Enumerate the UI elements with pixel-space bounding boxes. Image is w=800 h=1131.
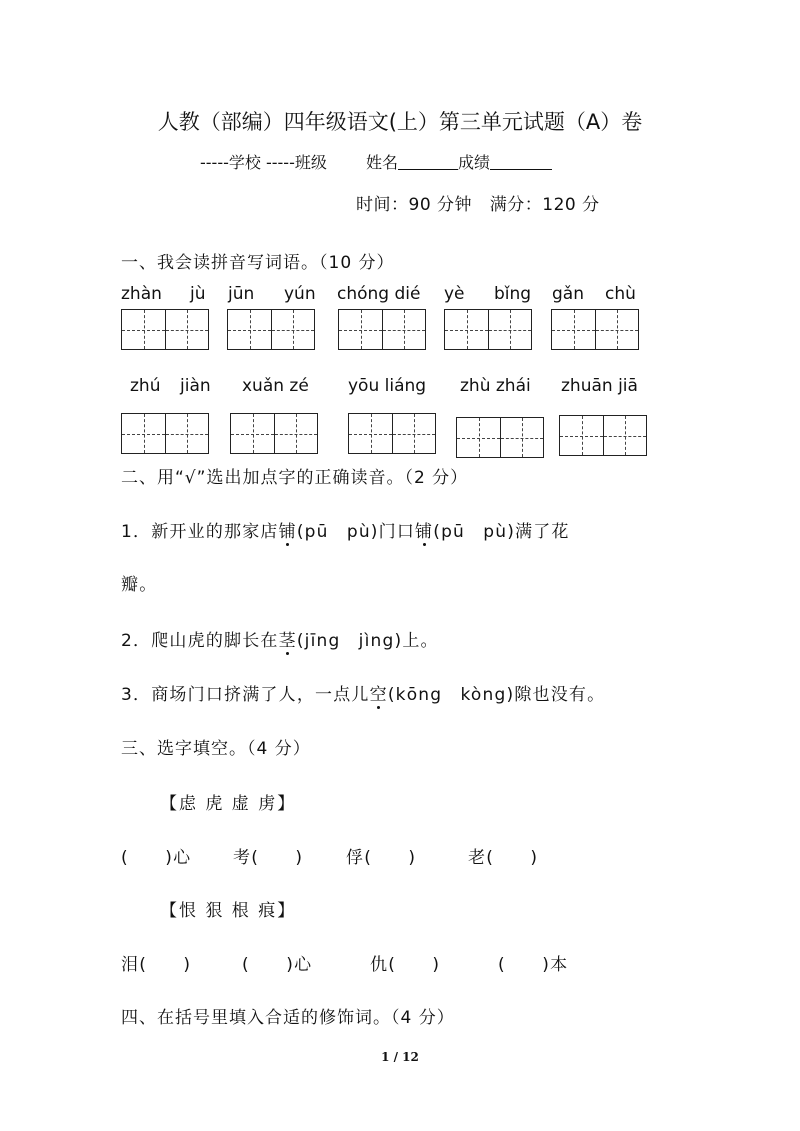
- score-blank[interactable]: [490, 153, 552, 170]
- question-text: 隙也没有。: [514, 685, 606, 705]
- fill-blank-item[interactable]: 俘( ): [346, 848, 417, 868]
- question-text: 3．商场门口挤满了人，一点儿: [121, 685, 370, 705]
- pinyin-label: jù: [190, 284, 206, 304]
- question-text: 2．爬山虎的脚长在: [121, 631, 279, 651]
- pinyin-label: bǐng: [494, 284, 532, 304]
- writing-grid[interactable]: [121, 413, 209, 454]
- question-2-1: [121, 517, 570, 542]
- class-dashes: -----: [265, 153, 295, 172]
- pinyin-label: chù: [605, 284, 636, 304]
- name-blank[interactable]: [398, 153, 458, 170]
- pinyin-options[interactable]: (jīng jìng): [296, 631, 403, 651]
- question-text: 1．新开业的那家店: [121, 522, 279, 542]
- pinyin-label: jūn: [228, 284, 255, 304]
- pinyin-label: zhuān jiā: [561, 376, 638, 396]
- exam-meta: [356, 190, 600, 215]
- dotted-char: 铺: [279, 517, 297, 542]
- pinyin-label: yè: [444, 284, 465, 304]
- page-number: 1 / 12: [381, 1050, 419, 1064]
- fill-blank-item[interactable]: 考( ): [233, 848, 304, 868]
- fill-blank-item[interactable]: 泪( ): [121, 955, 192, 975]
- page-title: 人教（部编）四年级语文(上）第三单元试题（A）卷: [157, 110, 643, 134]
- question-text: 上。: [402, 631, 439, 651]
- pinyin-label: zhú: [130, 376, 161, 396]
- fill-blank-item[interactable]: ( )心: [242, 955, 313, 975]
- writing-grid[interactable]: [348, 413, 436, 454]
- char-choice-group-1: 【虑 虎 虚 虏】: [160, 794, 297, 814]
- pinyin-label: zhàn: [121, 284, 162, 304]
- dotted-char: 空: [370, 680, 388, 705]
- question-2-3: [121, 680, 605, 705]
- score-label: 成绩: [457, 153, 490, 172]
- writing-grid[interactable]: [230, 413, 318, 454]
- question-2-1-continuation: 瓣。: [121, 575, 158, 595]
- pinyin-label: yún: [284, 284, 316, 304]
- writing-grid[interactable]: [551, 309, 639, 350]
- fill-blank-item[interactable]: 仇( ): [370, 955, 441, 975]
- student-info-line: [200, 150, 552, 173]
- writing-grid[interactable]: [444, 309, 532, 350]
- question-text: 满了花: [515, 522, 570, 542]
- pinyin-label: yōu liáng: [348, 376, 427, 396]
- fill-blank-item[interactable]: ( )心: [121, 848, 192, 868]
- school-dashes: -----: [200, 153, 229, 172]
- pinyin-label: chóng dié: [337, 284, 421, 304]
- pinyin-label: zhù zhái: [460, 376, 531, 396]
- section1-heading: 一、我会读拼音写词语。（10 分）: [121, 253, 395, 273]
- pinyin-options[interactable]: (pū pù): [296, 522, 379, 542]
- name-label: 姓名: [365, 153, 398, 172]
- section2-heading: 二、用“√”选出加点字的正确读音。（2 分）: [121, 468, 469, 488]
- question-2-2: [121, 626, 439, 651]
- section3-heading: 三、选字填空。（4 分）: [121, 739, 311, 759]
- pinyin-label: xuǎn zé: [242, 376, 309, 396]
- class-label: 班级: [294, 153, 327, 172]
- dotted-char: 铺: [415, 517, 433, 542]
- writing-grid[interactable]: [121, 309, 209, 350]
- fill-blank-item[interactable]: 老( ): [468, 848, 539, 868]
- pinyin-label: gǎn: [552, 284, 584, 304]
- char-choice-group-2: 【恨 狠 根 痕】: [160, 901, 297, 921]
- dotted-char: 茎: [279, 626, 297, 651]
- writing-grid[interactable]: [227, 309, 315, 350]
- section4-heading: 四、在括号里填入合适的修饰词。（4 分）: [121, 1008, 455, 1028]
- pinyin-options[interactable]: (pū pù): [433, 522, 516, 542]
- writing-grid[interactable]: [338, 309, 426, 350]
- school-label: 学校: [228, 153, 261, 172]
- question-text: 门口: [378, 522, 416, 542]
- fill-blank-item[interactable]: ( )本: [498, 955, 569, 975]
- writing-grid[interactable]: [456, 417, 544, 458]
- writing-grid[interactable]: [559, 415, 647, 456]
- pinyin-options[interactable]: (kōng kòng): [387, 685, 515, 705]
- full-score: 满分：120 分: [489, 195, 600, 215]
- pinyin-label: jiàn: [180, 376, 211, 396]
- time-limit: 时间：90 分钟: [356, 195, 473, 215]
